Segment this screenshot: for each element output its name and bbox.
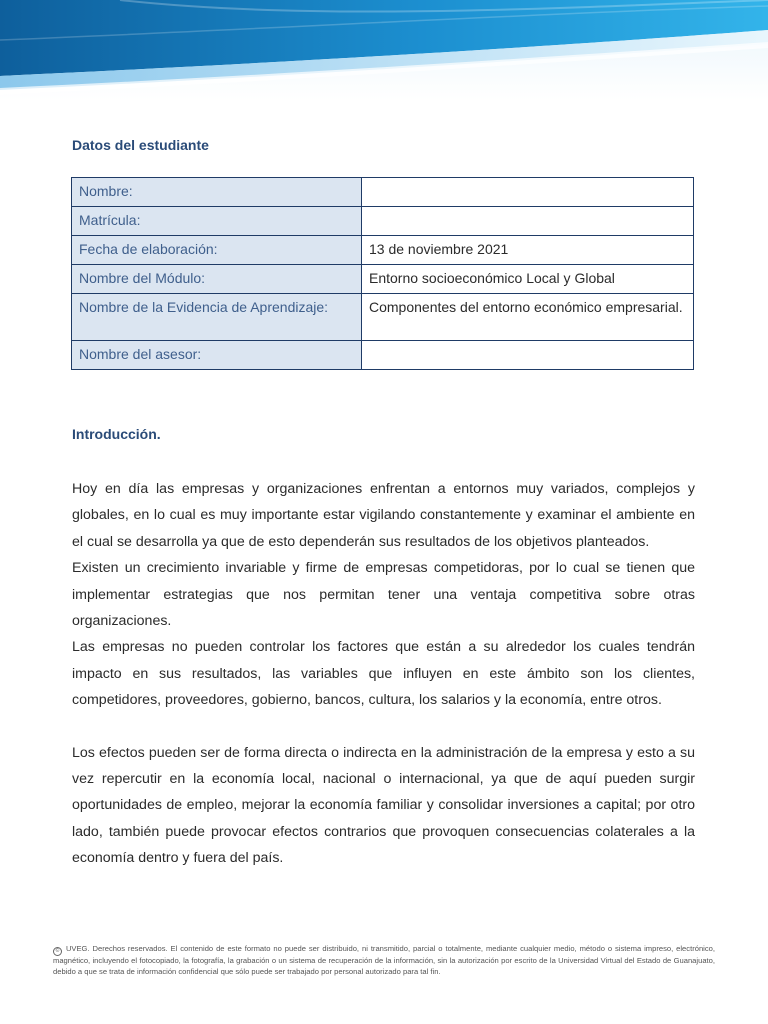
table-label: Matrícula:	[72, 207, 362, 236]
paragraph: Hoy en día las empresas y organizaciones enfrentan a entornos muy variados, complejos y globales, en lo cual es muy importante estar vigilando constantemente y examinar el ambiente en el cual se desarrolla ya que de esto dependerán sus resultados de los objetivos planteados.	[72, 481, 695, 550]
paragraph: Las empresas no pueden controlar los factores que están a su alrededor los cuales tendrán impacto en sus resultados, las variables que influyen en este ámbito son los clientes, competidores, proveedores, gobierno, bancos, cultura, los salarios y la economía, entre otros.	[72, 639, 695, 709]
introduction-heading: Introducción.	[72, 426, 161, 442]
copyright-icon: ©	[53, 947, 62, 956]
table-label: Nombre del asesor:	[72, 341, 362, 370]
table-row	[72, 341, 694, 370]
table-value[interactable]	[362, 341, 694, 370]
table-value[interactable]	[362, 178, 694, 207]
table-row	[72, 178, 694, 207]
student-data-table	[71, 177, 694, 370]
table-label: Fecha de elaboración:	[72, 236, 362, 265]
introduction-body	[72, 476, 695, 872]
table-row	[72, 236, 694, 265]
table-value[interactable]	[362, 207, 694, 236]
student-data-heading: Datos del estudiante	[72, 137, 209, 153]
paragraph: Los efectos pueden ser de forma directa o indirecta en la administración de la empresa y esto a su vez repercutir en la economía local, nacional o internacional, ya que de aquí pueden surgir oportunidades de empleo, mejorar la economía familiar y consolidar inversiones a capital; por otro lado, también puede provocar efectos contrarios que provoquen consecuencias colaterales a la economía dentro y fuera del país.	[72, 744, 695, 867]
table-label: Nombre de la Evidencia de Aprendizaje:	[72, 294, 362, 341]
table-row	[72, 294, 694, 341]
table-row	[72, 207, 694, 236]
table-label: Nombre del Módulo:	[72, 265, 362, 294]
paragraph: Existen un crecimiento invariable y firme de empresas competidoras, por lo cual se tienen que implementar estrategias que nos permitan tener una ventaja competitiva sobre otras organizaciones.	[72, 560, 695, 630]
table-label: Nombre:	[72, 178, 362, 207]
copyright-footer	[53, 944, 715, 977]
table-row	[72, 265, 694, 294]
table-value[interactable]: 13 de noviembre 2021	[362, 236, 694, 265]
table-value[interactable]: Componentes del entorno económico empresarial.	[362, 294, 694, 341]
header-banner-graphic	[0, 0, 768, 100]
header-banner	[0, 0, 768, 100]
copyright-text: UVEG. Derechos reservados. El contenido de este formato no puede ser distribuido, ni transmitido, parcial o totalmente, mediante cualquier medio, método o sistema impreso, electrónico, magnético, incluyendo el fotocopiado, la fotografía, la grabación o un sistema de recuperación de la información, sin la autorización por escrito de la Universidad Virtual del Estado de Guanajuato, debido a que se trata de información confidencial que sólo puede ser trabajado por personal autorizado para tal fin.	[53, 944, 715, 976]
table-value[interactable]: Entorno socioeconómico Local y Global	[362, 265, 694, 294]
